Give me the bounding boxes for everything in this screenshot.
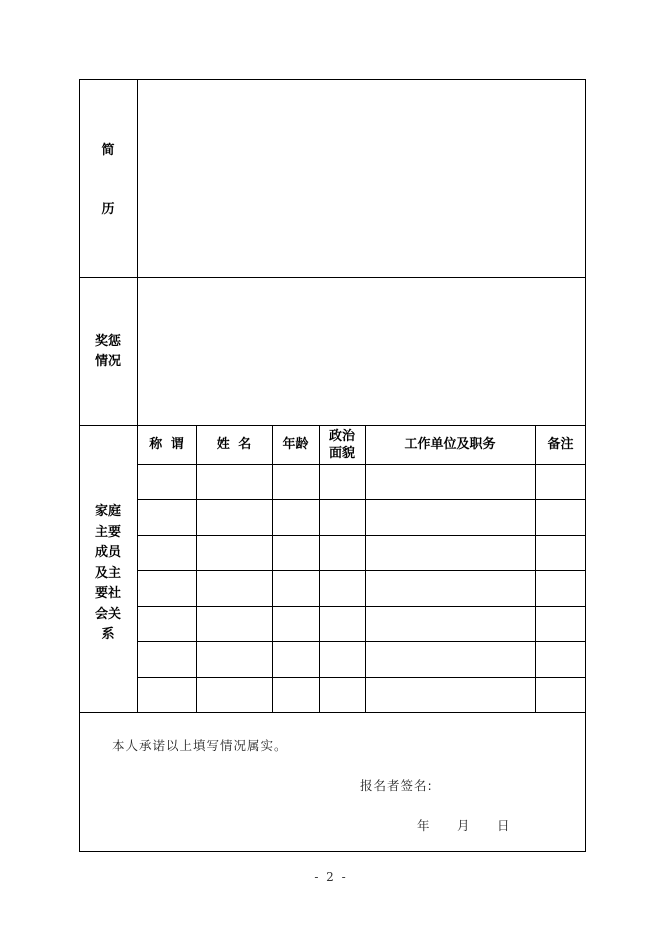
header-remarks: 备注: [547, 437, 574, 452]
family-table-row[interactable]: [138, 571, 585, 606]
family-label-line: 会关: [94, 606, 121, 622]
page-number: - 2 -: [314, 870, 348, 884]
date-month-label: 月: [457, 818, 471, 833]
family-label-line: 系: [101, 627, 115, 642]
family-table-row[interactable]: [138, 500, 585, 535]
family-table-row[interactable]: [138, 607, 585, 641]
resume-label-line1: 简: [101, 143, 115, 158]
header-age: 年龄: [282, 437, 309, 452]
divider-family-pledge: [79, 712, 586, 713]
resume-content-area[interactable]: [138, 80, 585, 276]
pledge-statement: 本人承诺以上填写情况属实。: [112, 738, 288, 753]
header-work-unit: 工作单位及职务: [404, 437, 496, 452]
header-political-line1: 政治: [328, 428, 355, 444]
signature-label: 报名者签名:: [360, 778, 433, 793]
date-year-label: 年: [417, 818, 431, 833]
header-political-line2: 面貌: [328, 445, 355, 461]
family-label-line: 成员: [94, 545, 121, 560]
signature-field[interactable]: [440, 772, 570, 794]
header-name: 姓 名: [216, 437, 252, 452]
family-label-line: 家庭: [94, 504, 121, 519]
resume-label-line2: 历: [101, 202, 115, 217]
awards-label-line2: 情况: [94, 354, 121, 369]
family-label-line: 要社: [94, 586, 121, 601]
family-section-label: [79, 502, 137, 646]
family-label-line: 主要: [94, 524, 121, 540]
family-table-row[interactable]: [138, 465, 585, 499]
date-day-label: 日: [497, 818, 511, 833]
family-table-row[interactable]: [138, 536, 585, 570]
header-political-status: [319, 425, 365, 464]
family-label-line: 及主: [94, 565, 121, 581]
family-table-row[interactable]: [138, 642, 585, 677]
header-relation: 称 谓: [149, 437, 184, 452]
family-table-row[interactable]: [138, 678, 585, 712]
awards-label-line1: 奖惩: [94, 334, 121, 349]
awards-content-area[interactable]: [138, 278, 585, 424]
